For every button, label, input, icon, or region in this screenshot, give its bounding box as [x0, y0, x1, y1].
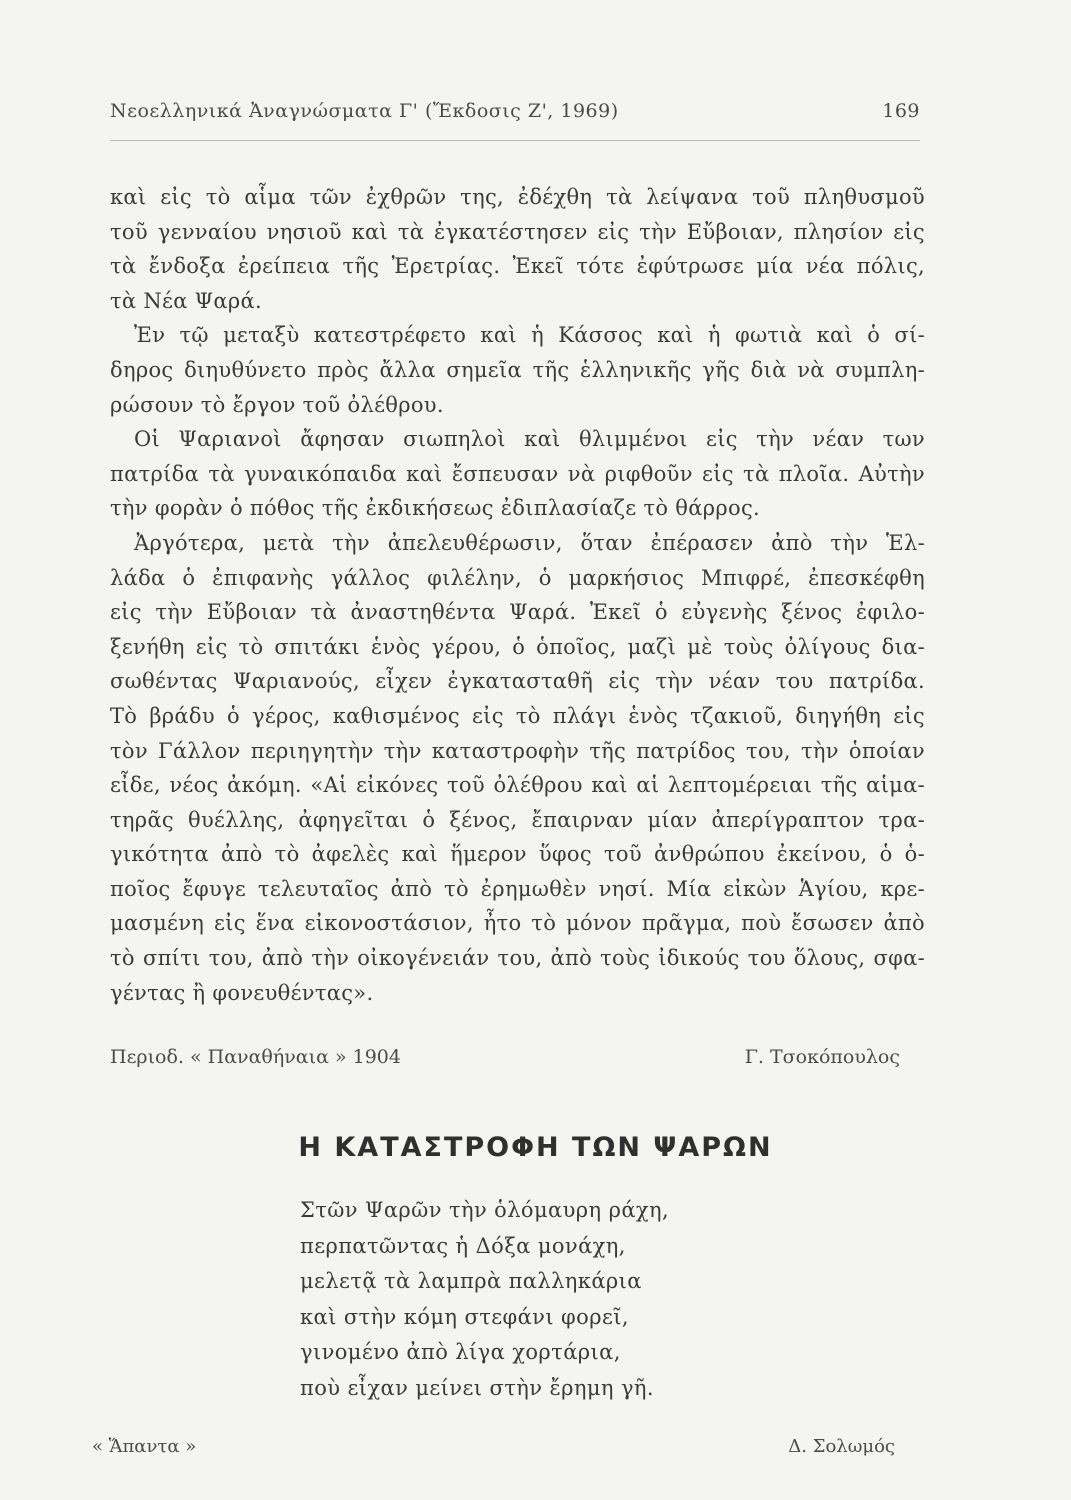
header-rule [110, 140, 920, 141]
prose-line: τὰ ἔνδοξα ἐρείπεια τῆς Ἐρετρίας. Ἐκεῖ τότε ἐφύτρωσε μία νέα πόλις, [110, 254, 925, 279]
prose-line: τὰ Νέα Ψαρά. [110, 288, 262, 313]
prose-line: τὴν φορὰν ὁ πόθος τῆς ἐκδικήσεως ἐδιπλασίαζε τὸ θάρρος. [110, 496, 760, 521]
prose-line: Οἱ Ψαριανοὶ ἄφησαν σιωπηλοὶ καὶ θλιμμένοι εἰς τὴν νέαν των [134, 427, 925, 452]
poem-line: περπατῶντας ἡ Δόξα μονάχη, [300, 1233, 626, 1258]
prose-line: ρώσουν τὸ ἔργον τοῦ ὀλέθρου. [110, 392, 444, 417]
prose-line: εἰς τὴν Εὔβοιαν τὰ ἀναστηθέντα Ψαρά. Ἐκεῖ ὁ εὐγενὴς ξένος ἐφιλο- [110, 600, 925, 625]
prose-line: λάδα ὁ ἐπιφανὴς γάλλος φιλέλην, ὁ μαρκήσιος Μπιφρέ, ἐπεσκέφθη [110, 565, 925, 590]
prose-author: Γ. Τσοκόπουλος [744, 1046, 900, 1068]
poem-body [300, 1193, 780, 1406]
poem-title: Η ΚΑΤΑΣΤΡΟΦΗ ΤΩΝ ΨΑΡΩΝ [298, 1132, 773, 1163]
poem-attribution [92, 1436, 895, 1468]
prose-line: τοῦ γενναίου νησιοῦ καὶ τὰ ἐγκατέστησεν εἰς τὴν Εὔβοιαν, πλησίον εἰς [110, 219, 925, 244]
prose-line: γέντας ἢ φονευθέντας». [110, 980, 374, 1005]
prose-line: τηρᾶς θυέλλης, ἀφηγεῖται ὁ ξένος, ἔπαιρναν μίαν ἀπερίγραπτον τρα- [110, 807, 925, 832]
prose-line: ξενήθη εἰς τὸ σπιτάκι ἑνὸς γέρου, ὁ ὁποῖος, μαζὶ μὲ τοὺς ὀλίγους δια- [110, 634, 925, 659]
running-title: Νεοελληνικά Ἀναγνώσματα Γ' (Ἔκδοσις Ζ', 1969) [110, 100, 619, 122]
prose-line: Τὸ βράδυ ὁ γέρος, καθισμένος εἰς τὸ πλάγι ἑνὸς τζακιοῦ, διηγήθη εἰς [110, 703, 925, 728]
prose-source: Περιοδ. « Παναθήναια » 1904 [110, 1046, 401, 1068]
prose-line: ποῖος ἔφυγε τελευταῖος ἀπὸ τὸ ἐρημωθὲν νησί. Μία εἰκὼν Ἁγίου, κρε- [110, 876, 925, 901]
prose-line: τὸ σπίτι του, ἀπὸ τὴν οἰκογένειάν του, ἀπὸ τοὺς ἰδικούς του ὅλους, σφα- [110, 946, 925, 971]
prose-line: δηρος διηυθύνετο πρὸς ἄλλα σημεῖα τῆς ἑλληνικῆς γῆς διὰ νὰ συμπλη- [110, 357, 925, 382]
poem-line: μελετᾷ τὰ λαμπρὰ παλληκάρια [300, 1269, 642, 1293]
poem-source: « Ἅπαντα » [92, 1436, 197, 1457]
prose-line: σωθέντας Ψαριανούς, εἶχεν ἐγκατασταθῆ εἰς τὴν νέαν του πατρίδα. [110, 669, 925, 694]
poem-line: ποὺ εἶχαν μείνει στὴν ἔρημη γῆ. [300, 1375, 654, 1400]
prose-attribution [110, 1046, 900, 1080]
page-number: 169 [882, 100, 920, 122]
poem-line: Στῶν Ψαρῶν τὴν ὁλόμαυρη ράχη, [300, 1198, 670, 1222]
prose-body [110, 180, 925, 1010]
poem-line: γινομένο ἀπὸ λίγα χορτάρια, [300, 1340, 621, 1364]
poem-author: Δ. Σολωμός [788, 1436, 895, 1457]
prose-line: πατρίδα τὰ γυναικόπαιδα καὶ ἔσπευσαν νὰ ριφθοῦν εἰς τὰ πλοῖα. Αὐτὴν [110, 461, 925, 486]
prose-line: καὶ εἰς τὸ αἷμα τῶν ἐχθρῶν της, ἐδέχθη τὰ λείψανα τοῦ πληθυσμοῦ [110, 185, 925, 209]
prose-line: τὸν Γάλλον περιηγητὴν τὴν καταστροφὴν τῆς πατρίδος του, τὴν ὁποίαν [110, 738, 925, 763]
prose-line: εἶδε, νέος ἀκόμη. «Αἱ εἰκόνες τοῦ ὀλέθρου καὶ αἱ λεπτομέρειαι τῆς αἱμα- [110, 773, 925, 798]
prose-line: Ἐν τῷ μεταξὺ κατεστρέφετο καὶ ἡ Κάσσος καὶ ἡ φωτιὰ καὶ ὁ σί- [134, 323, 925, 348]
poem-line: καὶ στὴν κόμη στεφάνι φορεῖ, [300, 1304, 629, 1329]
running-header [110, 100, 920, 132]
prose-line: γικότητα ἀπὸ τὸ ἀφελὲς καὶ ἥμερον ὕφος τοῦ ἀνθρώπου ἐκείνου, ὁ ὁ- [110, 842, 925, 867]
prose-line: μασμένη εἰς ἕνα εἰκονοστάσιον, ἦτο τὸ μόνον πρᾶγμα, ποὺ ἔσωσεν ἀπὸ [110, 911, 925, 936]
prose-line: Ἀργότερα, μετὰ τὴν ἀπελευθέρωσιν, ὅταν ἐπέρασεν ἀπὸ τὴν Ἑλ- [134, 530, 925, 555]
